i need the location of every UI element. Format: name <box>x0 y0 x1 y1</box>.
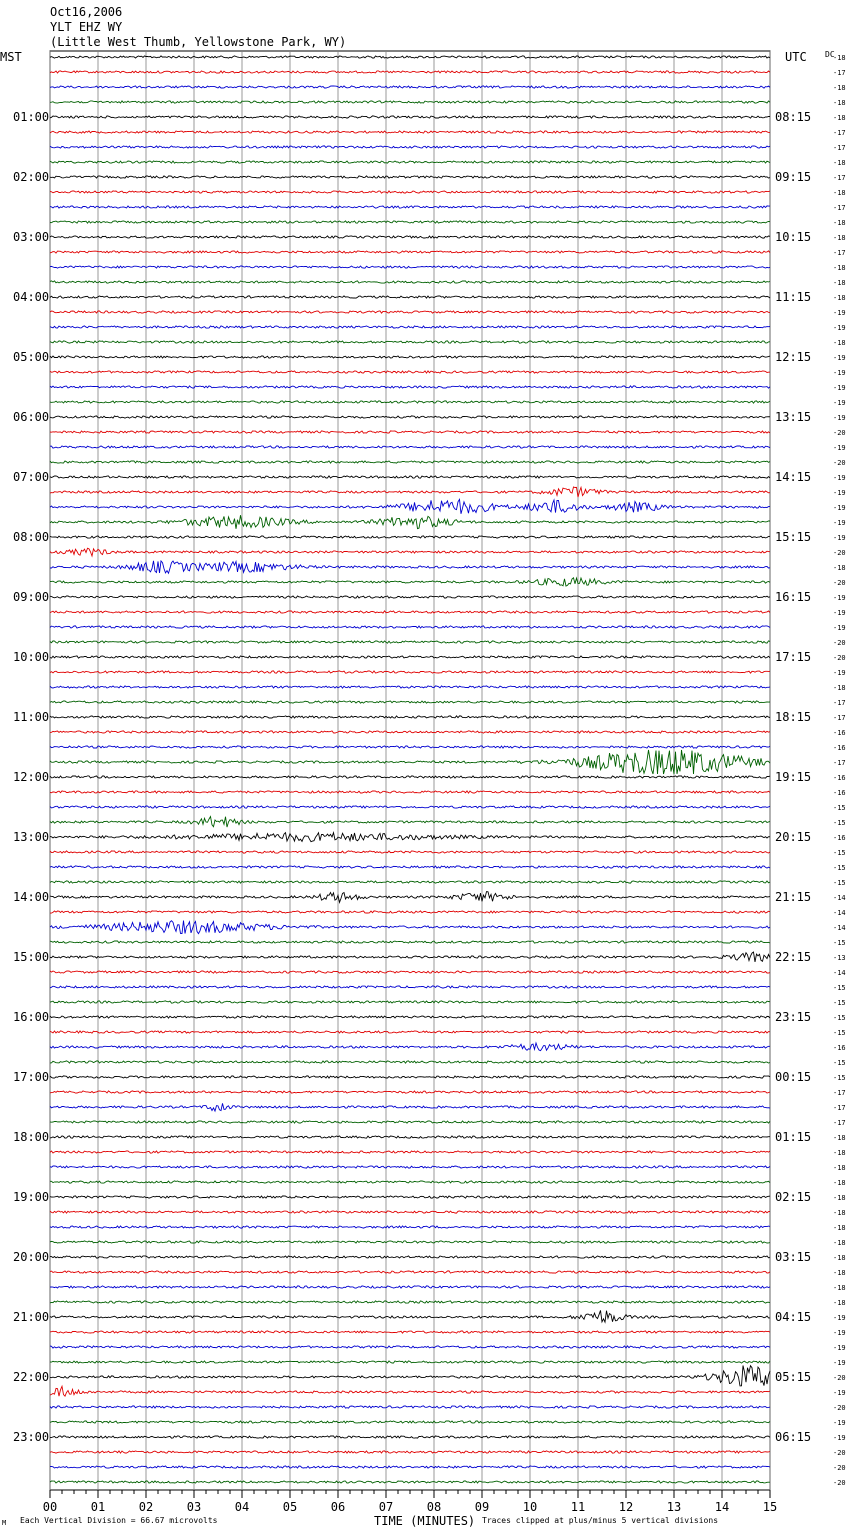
seismic-trace <box>50 561 770 573</box>
x-tick-label: 04 <box>234 1500 250 1514</box>
dc-offset-label: -15 <box>833 1059 846 1067</box>
dc-offset-label: -15 <box>833 864 846 872</box>
dc-offset-label: -19 <box>833 324 846 332</box>
seismic-trace <box>50 206 770 208</box>
right-hour-label: 15:15 <box>775 530 812 544</box>
dc-offset-label: -18 <box>833 1164 846 1172</box>
seismic-trace <box>50 131 770 133</box>
dc-offset-label: -19 <box>833 489 846 497</box>
seismic-trace <box>50 833 770 842</box>
seismic-trace <box>50 386 770 388</box>
right-hour-label: 03:15 <box>775 1250 812 1264</box>
seismic-trace <box>50 596 770 598</box>
dc-offset-label: -17 <box>833 1104 846 1112</box>
seismic-trace <box>50 416 770 418</box>
seismic-trace <box>50 311 770 313</box>
dc-offset-label: -15 <box>833 804 846 812</box>
seismic-trace <box>50 1451 770 1453</box>
seismic-trace <box>50 56 770 58</box>
dc-offset-label: -18 <box>833 234 846 242</box>
x-tick-label: 02 <box>138 1500 154 1514</box>
left-hour-label: 18:00 <box>13 1130 50 1144</box>
dc-offset-label: -20 <box>833 1404 846 1412</box>
dc-offset-label: -16 <box>833 744 846 752</box>
dc-offset-label: -18 <box>833 1209 846 1217</box>
dc-offset-label: -16 <box>833 729 846 737</box>
x-tick-label: 01 <box>90 1500 106 1514</box>
dc-offset-label: -19 <box>833 1434 846 1442</box>
dc-offset-label: -18 <box>833 339 846 347</box>
dc-offset-label: -17 <box>833 204 846 212</box>
x-tick-label: 05 <box>282 1500 298 1514</box>
dc-offset-label: -17 <box>833 69 846 77</box>
dc-offset-label: -19 <box>833 1389 846 1397</box>
dc-offset-label: -19 <box>833 609 846 617</box>
dc-offset-label: -18 <box>833 99 846 107</box>
dc-offset-label: -17 <box>833 249 846 257</box>
seismic-trace <box>50 116 770 118</box>
seismic-trace <box>50 1226 770 1228</box>
seismic-trace <box>50 750 770 774</box>
dc-offset-label: -16 <box>833 1044 846 1052</box>
seismic-trace <box>50 101 770 103</box>
seismic-trace <box>50 1331 770 1333</box>
seismic-trace <box>50 1310 770 1322</box>
dc-offset-label: -15 <box>833 1074 846 1082</box>
dc-offset-label: -18 <box>833 114 846 122</box>
dc-offset-label: -17 <box>833 714 846 722</box>
dc-offset-label: -17 <box>833 699 846 707</box>
left-hour-label: 19:00 <box>13 1190 50 1204</box>
seismic-trace <box>50 548 770 556</box>
dc-offset-label: -18 <box>833 84 846 92</box>
dc-offset-label: -19 <box>833 444 846 452</box>
right-hour-label: 18:15 <box>775 710 812 724</box>
left-hour-label: 12:00 <box>13 770 50 784</box>
dc-offset-label: -19 <box>833 414 846 422</box>
right-hour-label: 14:15 <box>775 470 812 484</box>
left-hour-label: 21:00 <box>13 1310 50 1324</box>
station-code: YLT EHZ WY <box>50 20 123 34</box>
seismic-trace <box>50 1016 770 1018</box>
seismic-trace <box>50 1001 770 1003</box>
seismic-trace <box>50 251 770 253</box>
left-hour-label: 15:00 <box>13 950 50 964</box>
corner-mark: M <box>2 1519 7 1527</box>
dc-offset-label: -19 <box>833 534 846 542</box>
right-timezone-label: UTC <box>785 50 807 64</box>
seismic-trace <box>50 1241 770 1243</box>
dc-offset-label: -18 <box>833 264 846 272</box>
seismic-trace <box>50 1043 770 1051</box>
dc-offset-label: -15 <box>833 819 846 827</box>
dc-offset-label: -19 <box>833 624 846 632</box>
seismic-trace <box>50 626 770 628</box>
dc-offset-label: -19 <box>833 1359 846 1367</box>
seismic-trace <box>50 701 770 703</box>
seismic-trace <box>50 971 770 973</box>
dc-offset-label: -19 <box>833 399 846 407</box>
seismic-trace <box>50 921 770 934</box>
seismic-trace <box>50 892 770 903</box>
dc-offset-label: -16 <box>833 774 846 782</box>
dc-offset-label: -15 <box>833 1014 846 1022</box>
seismic-trace <box>50 1286 770 1288</box>
seismic-trace <box>50 371 770 373</box>
seismic-trace <box>50 671 770 673</box>
dc-offset-label: -19 <box>833 384 846 392</box>
dc-offset-label: -15 <box>833 939 846 947</box>
right-hour-label: 00:15 <box>775 1070 812 1084</box>
dc-offset-label: -18 <box>833 1239 846 1247</box>
seismic-trace <box>50 1361 770 1363</box>
right-hour-label: 11:15 <box>775 290 812 304</box>
dc-offset-label: -20 <box>833 654 846 662</box>
left-hour-label: 16:00 <box>13 1010 50 1024</box>
dc-offset-label: -20 <box>833 459 846 467</box>
left-hour-label: 08:00 <box>13 530 50 544</box>
plot-frame <box>50 51 770 1490</box>
left-hour-label: 09:00 <box>13 590 50 604</box>
dc-offset-label: -14 <box>833 894 846 902</box>
x-tick-label: 12 <box>618 1500 634 1514</box>
seismic-trace <box>50 1121 770 1123</box>
dc-offset-label: -19 <box>833 1314 846 1322</box>
dc-offset-label: -20 <box>833 429 846 437</box>
seismic-trace <box>50 1061 770 1063</box>
dc-offset-label: -18 <box>833 159 846 167</box>
left-hour-label: 01:00 <box>13 110 50 124</box>
seismic-trace <box>50 986 770 988</box>
seismic-trace <box>50 791 770 793</box>
dc-offset-label: -13 <box>833 954 846 962</box>
right-hour-label: 04:15 <box>775 1310 812 1324</box>
dc-offset-label: -15 <box>833 879 846 887</box>
dc-offset-label: -18 <box>833 1269 846 1277</box>
right-hour-label: 23:15 <box>775 1010 812 1024</box>
dc-offset-label: -20 <box>833 1449 846 1457</box>
seismic-trace <box>50 487 770 497</box>
dc-offset-label: -18 <box>833 684 846 692</box>
dc-offset-label: -17 <box>833 144 846 152</box>
seismic-trace <box>50 641 770 643</box>
dc-offset-label: -18 <box>833 1179 846 1187</box>
right-hour-label: 10:15 <box>775 230 812 244</box>
dc-offset-label: -19 <box>833 354 846 362</box>
seismic-trace <box>50 1406 770 1408</box>
right-hour-label: 01:15 <box>775 1130 812 1144</box>
dc-offset-label: -20 <box>833 1464 846 1472</box>
left-hour-label: 11:00 <box>13 710 50 724</box>
seismic-trace <box>50 1301 770 1303</box>
right-hour-label: 22:15 <box>775 950 812 964</box>
dc-offset-label: -16 <box>833 789 846 797</box>
dc-offset-label: -18 <box>833 1284 846 1292</box>
seismic-trace <box>50 656 770 658</box>
seismic-trace <box>50 191 770 193</box>
x-tick-label: 00 <box>42 1500 58 1514</box>
dc-offset-label: -17 <box>833 174 846 182</box>
dc-offset-label: -15 <box>833 1029 846 1037</box>
left-hour-label: 14:00 <box>13 890 50 904</box>
seismic-trace <box>50 431 770 433</box>
left-hour-label: 03:00 <box>13 230 50 244</box>
seismic-trace <box>50 341 770 343</box>
dc-offset-label: -19 <box>833 369 846 377</box>
dc-offset-label: -19 <box>833 519 846 527</box>
seismic-trace <box>50 1481 770 1483</box>
left-hour-label: 04:00 <box>13 290 50 304</box>
right-hour-label: 17:15 <box>775 650 812 664</box>
seismic-trace <box>50 86 770 88</box>
seismic-trace <box>50 776 770 778</box>
station-location: (Little West Thumb, Yellowstone Park, WY) <box>50 35 347 49</box>
seismic-trace <box>50 1166 770 1168</box>
seismic-trace <box>50 296 770 298</box>
dc-offset-label: -14 <box>833 969 846 977</box>
dc-offset-label: -15 <box>833 999 846 1007</box>
seismic-trace <box>50 686 770 688</box>
left-timezone-label: MST <box>0 50 22 64</box>
seismic-trace <box>50 1256 770 1258</box>
right-hour-label: 05:15 <box>775 1370 812 1384</box>
dc-offset-label: -20 <box>833 639 846 647</box>
left-hour-label: 20:00 <box>13 1250 50 1264</box>
right-hour-label: 19:15 <box>775 770 812 784</box>
x-tick-label: 07 <box>378 1500 394 1514</box>
seismic-trace <box>50 746 770 748</box>
seismic-trace <box>50 326 770 328</box>
seismic-trace <box>50 1196 770 1198</box>
dc-offset-label: -19 <box>833 669 846 677</box>
dc-offset-label: -19 <box>833 1344 846 1352</box>
seismic-trace <box>50 1151 770 1153</box>
seismic-trace <box>50 1211 770 1213</box>
dc-offset-label: -19 <box>833 1419 846 1427</box>
seismic-trace <box>50 817 770 828</box>
dc-offset-label: -15 <box>833 849 846 857</box>
left-hour-label: 23:00 <box>13 1430 50 1444</box>
x-tick-label: 09 <box>474 1500 490 1514</box>
dc-offset-label: -17 <box>833 759 846 767</box>
dc-offset-label: -18 <box>833 1299 846 1307</box>
seismic-trace <box>50 401 770 403</box>
seismic-trace <box>50 1386 770 1396</box>
seismic-trace <box>50 1103 770 1111</box>
dc-offset-label: -18 <box>833 189 846 197</box>
seismic-trace <box>50 952 770 962</box>
seismic-trace <box>50 461 770 463</box>
dc-offset-label: -17 <box>833 129 846 137</box>
left-hour-label: 17:00 <box>13 1070 50 1084</box>
dc-offset-label: -19 <box>833 504 846 512</box>
seismic-trace <box>50 161 770 163</box>
right-hour-label: 21:15 <box>775 890 812 904</box>
dc-offset-label: -18 <box>833 1254 846 1262</box>
x-tick-label: 11 <box>570 1500 586 1514</box>
dc-offset-label: -18 <box>833 1194 846 1202</box>
right-hour-label: 02:15 <box>775 1190 812 1204</box>
left-hour-label: 22:00 <box>13 1370 50 1384</box>
right-hour-label: 09:15 <box>775 170 812 184</box>
seismic-trace <box>50 281 770 283</box>
dc-offset-label: -15 <box>833 984 846 992</box>
dc-offset-label: -19 <box>833 474 846 482</box>
seismic-trace <box>50 611 770 613</box>
seismic-trace <box>50 1466 770 1468</box>
left-hour-label: 06:00 <box>13 410 50 424</box>
left-hour-label: 13:00 <box>13 830 50 844</box>
dc-offset-label: -20 <box>833 579 846 587</box>
dc-offset-label: -16 <box>833 834 846 842</box>
seismic-trace <box>50 806 770 808</box>
dc-offset-label: -19 <box>833 1329 846 1337</box>
right-hour-label: 12:15 <box>775 350 812 364</box>
x-tick-label: 15 <box>762 1500 778 1514</box>
right-hour-label: 13:15 <box>775 410 812 424</box>
seismic-trace <box>50 1031 770 1033</box>
seismic-trace <box>50 176 770 178</box>
seismic-trace <box>50 1346 770 1348</box>
right-hour-label: 06:15 <box>775 1430 812 1444</box>
dc-offset-label: -20 <box>833 1479 846 1487</box>
seismic-trace <box>50 266 770 268</box>
seismic-trace <box>50 146 770 148</box>
seismic-trace <box>50 716 770 718</box>
seismic-trace <box>50 1421 770 1423</box>
seismic-trace <box>50 236 770 238</box>
seismic-trace <box>50 446 770 448</box>
dc-offset-label: -14 <box>833 924 846 932</box>
dc-offset-label: -18 <box>833 279 846 287</box>
seismic-trace <box>50 499 770 513</box>
seismic-trace <box>50 1076 770 1078</box>
dc-offset-label: -18 <box>833 219 846 227</box>
x-tick-label: 08 <box>426 1500 442 1514</box>
trace-layer <box>50 56 770 1483</box>
seismic-trace <box>50 221 770 223</box>
x-tick-label: 10 <box>522 1500 538 1514</box>
x-tick-label: 14 <box>714 1500 730 1514</box>
dc-offset-label: -19 <box>833 594 846 602</box>
dc-offset-label: -18 <box>833 1134 846 1142</box>
clip-note: Traces clipped at plus/minus 5 vertical divisions <box>482 1516 719 1525</box>
seismic-trace <box>50 536 770 538</box>
dc-offset-label: -18 <box>833 294 846 302</box>
seismic-trace <box>50 1436 770 1438</box>
right-hour-label: 16:15 <box>775 590 812 604</box>
label-layer <box>13 54 846 1514</box>
seismic-trace <box>50 356 770 358</box>
dc-offset-label: -20 <box>833 549 846 557</box>
dc-label: DC <box>825 50 835 59</box>
x-tick-label: 03 <box>186 1500 202 1514</box>
seismic-trace <box>50 515 770 529</box>
seismic-trace <box>50 476 770 478</box>
x-axis-title: TIME (MINUTES) <box>374 1514 476 1528</box>
seismic-trace <box>50 1091 770 1093</box>
dc-offset-label: -17 <box>833 1119 846 1127</box>
dc-offset-label: -20 <box>833 1374 846 1382</box>
dc-offset-label: -18 <box>833 564 846 572</box>
left-hour-label: 05:00 <box>13 350 50 364</box>
left-hour-label: 07:00 <box>13 470 50 484</box>
dc-offset-label: -18 <box>833 1224 846 1232</box>
right-hour-label: 20:15 <box>775 830 812 844</box>
left-hour-label: 10:00 <box>13 650 50 664</box>
left-hour-label: 02:00 <box>13 170 50 184</box>
record-date: Oct16,2006 <box>50 5 123 19</box>
dc-offset-label: -18 <box>833 1149 846 1157</box>
dc-offset-label: -14 <box>833 909 846 917</box>
x-tick-label: 06 <box>330 1500 346 1514</box>
scale-note: Each Vertical Division = 66.67 microvolts <box>20 1516 218 1525</box>
seismic-trace <box>50 1271 770 1273</box>
seismic-trace <box>50 911 770 913</box>
seismic-trace <box>50 1366 770 1386</box>
seismic-trace <box>50 71 770 73</box>
seismic-trace <box>50 1136 770 1138</box>
seismic-trace <box>50 731 770 733</box>
right-hour-label: 08:15 <box>775 110 812 124</box>
seismic-trace <box>50 1181 770 1183</box>
dc-offset-label: -17 <box>833 1089 846 1097</box>
seismic-trace <box>50 578 770 586</box>
seismic-trace <box>50 941 770 943</box>
dc-offset-label: -19 <box>833 309 846 317</box>
x-tick-label: 13 <box>666 1500 682 1514</box>
dc-offset-label: -18 <box>833 54 846 62</box>
seismic-trace <box>50 851 770 853</box>
seismic-trace <box>50 881 770 883</box>
seismic-trace <box>50 866 770 868</box>
